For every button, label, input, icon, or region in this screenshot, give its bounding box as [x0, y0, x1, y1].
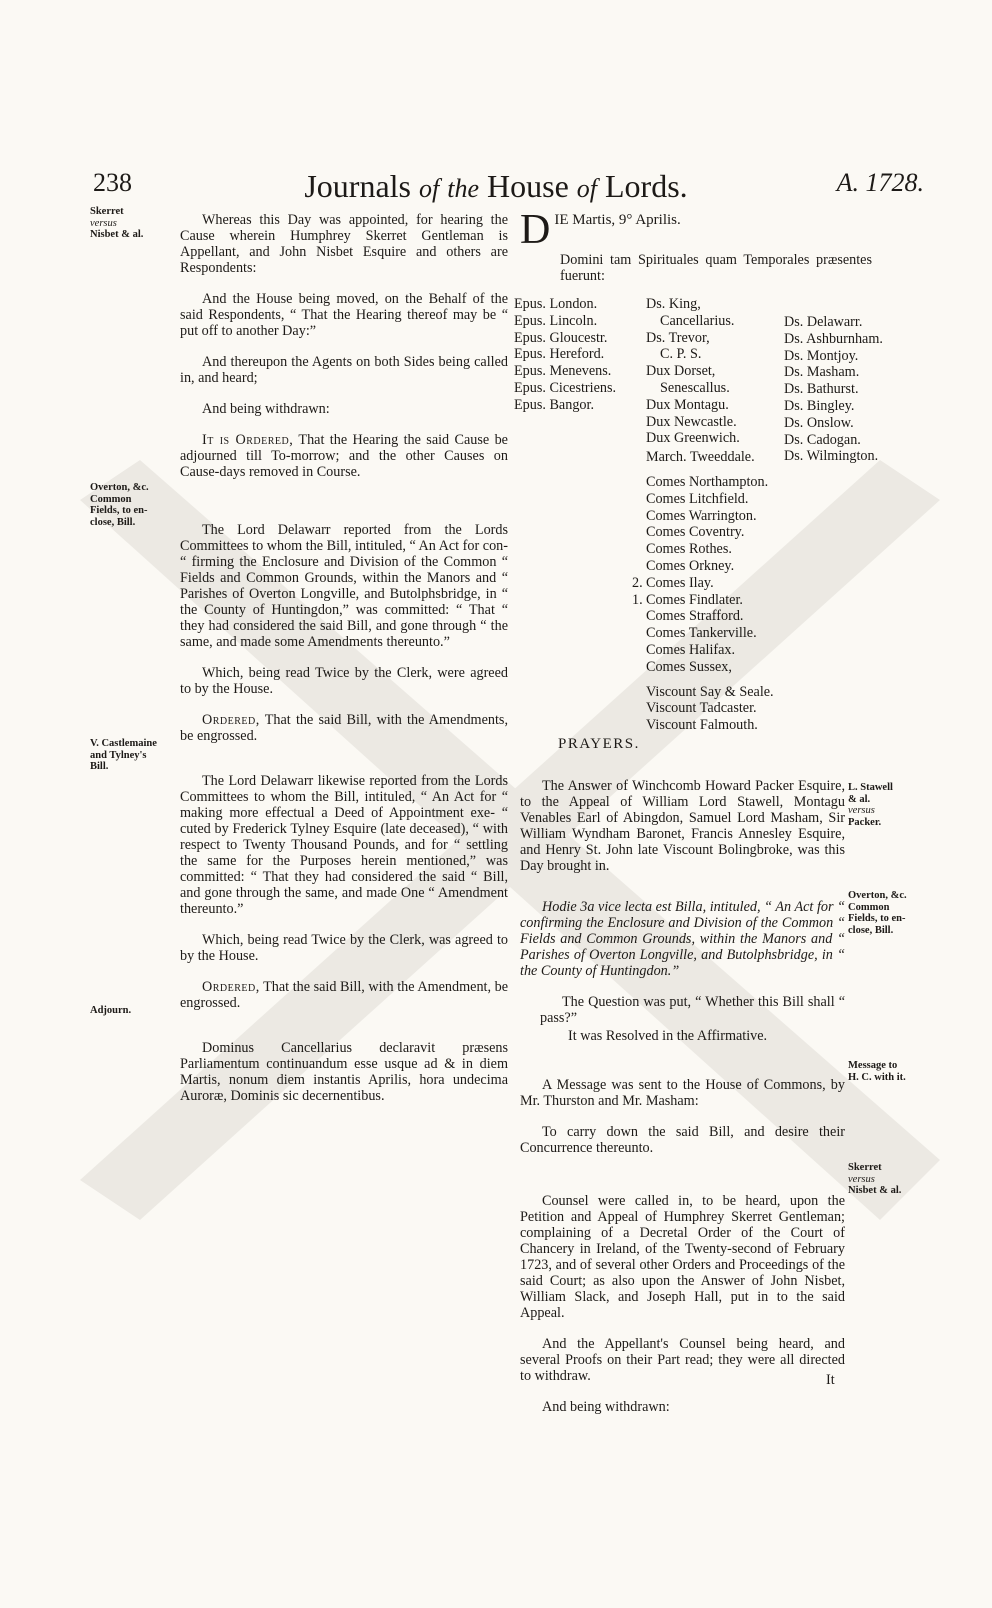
title-word: Journals: [304, 168, 411, 204]
right-column-lower: [520, 778, 845, 1430]
paragraph-text: That the said Bill, with the Amendment, be engrossed.: [180, 979, 508, 1011]
left-column: [180, 212, 508, 1119]
paragraph-text: That the Hearing the said Cause be adjourned till To-morrow; and the other Causes on Cause-days removed in Course.: [180, 432, 508, 480]
margin-line: Fields, to en-: [90, 505, 148, 516]
margin-line: Common: [90, 493, 132, 505]
margin-line: close, Bill.: [848, 924, 894, 936]
lord-entry: Dux Montagu.: [646, 396, 729, 413]
paragraph: [180, 432, 508, 480]
lord-entry: Comes Coventry.: [646, 524, 745, 541]
lord-entry: Ds. Montjoy.: [784, 347, 859, 364]
margin-line: Skerret: [848, 1162, 882, 1173]
margin-note-skerret-right: [848, 1162, 943, 1197]
margin-note-overton-right: [848, 890, 943, 936]
paragraph: Counsel were called in, to be heard, upon the Petition and Appeal of Humphrey Skerret Gentleman; complaining of a Decretal Order of the Court of Chancery in Ireland, of the Twenty-second of February 1723, and of several other Orders and Proceedings of the said Court; as also upon the Answer of John Nisbet, William Slack, and Joseph Hall, put in to the said Appeal.: [520, 1193, 845, 1321]
margin-line: Overton, &c.: [848, 890, 907, 901]
lord-entry: Ds. Masham.: [784, 364, 860, 381]
paragraph: To carry down the said Bill, and desire their Concurrence thereunto.: [520, 1124, 845, 1156]
margin-line: Nisbet & al.: [90, 229, 144, 240]
lord-entry: Comes Strafford.: [646, 608, 744, 625]
lord-entry: Comes Halifax.: [646, 641, 736, 658]
lord-entry-numbered: [632, 574, 796, 592]
lord-entry: Epus. Bangor.: [514, 396, 594, 413]
margin-note-adjourn: Adjourn.: [90, 1005, 132, 1016]
right-column: [520, 207, 912, 299]
margin-line: Packer.: [848, 816, 882, 828]
margin-line: V. Castlemaine: [90, 738, 157, 749]
lord-entry: Ds. Bingley.: [784, 397, 855, 414]
lord-entry: March. Tweeddale.: [646, 449, 755, 466]
lord-entry: Viscount Say & Seale.: [646, 683, 774, 700]
margin-line: H. C. with it.: [848, 1071, 906, 1083]
margin-line: L. Stawell: [848, 782, 893, 793]
sitting-date: [520, 207, 912, 253]
lords-col-officers: [632, 296, 796, 734]
lord-entry: Comes Litchfield.: [646, 490, 749, 507]
prayers-heading: PRAYERS.: [558, 736, 640, 752]
drop-cap: D: [520, 207, 551, 253]
paragraph: The Lord Delawarr reported from the Lords Committees to whom the Bill, intituled, “ An Act for con- “ firming the Enclosure and Division of the Common “ Fields and Common Grounds, within the Manors and “ Parishes of Overton Longville, and Butolphsbridge, in “ the County of Huntingdon,” was committed: “ That “ they had considered the said Bill, and gone through “ the same, and made some Amendments thereunto.”: [180, 522, 508, 650]
paragraph-text: That the said Bill, with the Amendments, be engrossed.: [180, 712, 508, 744]
lord-entry-numbered: [632, 591, 796, 609]
entry-number: 2.: [632, 574, 643, 591]
lord-entry: Comes Warrington.: [646, 507, 757, 524]
lord-entry: Comes Sussex,: [646, 658, 732, 675]
lord-entry: Dux Newcastle.: [646, 413, 737, 430]
lord-entry: Ds. Onslow.: [784, 414, 854, 431]
lord-entry: Viscount Tadcaster.: [646, 700, 757, 717]
title-word: of: [576, 174, 597, 203]
lord-name: Comes Findlater.: [646, 591, 743, 608]
page-number: 238: [93, 168, 132, 197]
lord-entry: Cancellarius.: [660, 312, 735, 329]
margin-line: Skerret: [90, 206, 124, 217]
paragraph: And being withdrawn:: [202, 401, 330, 417]
margin-line: versus: [848, 1173, 875, 1185]
lord-entry: Viscount Falmouth.: [646, 717, 758, 734]
margin-note-message: [848, 1060, 943, 1083]
paragraph: A Message was sent to the House of Commons, by Mr. Thurston and Mr. Masham:: [520, 1077, 845, 1109]
title-word: House: [487, 168, 569, 204]
paragraph: The Answer of Winchcomb Howard Packer Esquire, to the Appeal of William Lord Stawell, Montagu Venables Earl of Abingdon, Samuel Lord Masham, Sir William Wyndham Baronet, Francis Annesley Esquire, and Henry St. John late Viscount Bolingbroke, was this Day brought in.: [520, 778, 845, 874]
lord-entry: Ds. Wilmington.: [784, 448, 879, 465]
paragraph: And the Appellant's Counsel being heard, and several Proofs on their Part read; they were all directed to withdraw.: [520, 1336, 845, 1384]
lord-entry: Epus. Cicestriens.: [514, 379, 617, 396]
lord-entry: Ds. Cadogan.: [784, 431, 861, 448]
margin-line: close, Bill.: [90, 516, 136, 528]
lord-entry: Epus. Hereford.: [514, 346, 605, 363]
paragraph: Hodie 3a vice lecta est Billa, intituled, “ An Act for “ confirming the Enclosure and Division of the Common “ Fields and Common Grounds, within the Manors and “ Parishes of Overton Longville, and Butolphsbridge, in “ the County of Huntingdon.”: [520, 899, 845, 979]
date-text: IE Martis, 9° Aprilis.: [554, 212, 681, 228]
catchword: It: [826, 1372, 835, 1388]
lord-entry: Ds. King,: [646, 296, 701, 312]
page-header: [0, 168, 992, 208]
paragraph: It was Resolved in the Affirmative.: [568, 1028, 768, 1044]
lord-entry: Comes Orkney.: [646, 557, 735, 574]
margin-note-skerret: [90, 206, 172, 241]
paragraph: Whereas this Day was appointed, for hearing the Cause wherein Humphrey Skerret Gentleman is Appellant, and John Nisbet Esquire and others are Respondents:: [180, 212, 508, 276]
ordered-lead: Ordered,: [202, 712, 260, 728]
lord-entry: Epus. London.: [514, 296, 598, 312]
entry-number: 1.: [632, 591, 643, 608]
paragraph: And the House being moved, on the Behalf of the said Respondents, “ That the Hearing thereof may be “ put off to another Day:”: [180, 291, 508, 339]
title-word: Lords.: [605, 168, 688, 204]
lord-entry: Epus. Gloucestr.: [514, 329, 608, 346]
lords-col-bishops: [514, 296, 634, 414]
margin-line: & al.: [848, 793, 871, 805]
lord-entry: Comes Tankerville.: [646, 625, 757, 642]
margin-line: Message to: [848, 1060, 898, 1071]
lord-entry: Ds. Trevor,: [646, 329, 710, 346]
lord-entry: Comes Northampton.: [646, 473, 769, 490]
paragraph: And thereupon the Agents on both Sides being called in, and heard;: [180, 354, 508, 386]
margin-line: Overton, &c.: [90, 482, 149, 493]
lord-entry: Epus. Menevens.: [514, 363, 612, 380]
margin-line: Fields, to en-: [848, 913, 906, 924]
ordered-lead: Ordered,: [202, 979, 260, 995]
margin-note-overton: [90, 482, 172, 528]
lord-entry: Comes Rothes.: [646, 541, 732, 558]
lord-entry: Senescallus.: [660, 379, 730, 396]
lords-col-barons: [784, 314, 924, 465]
margin-note-castlemaine: [90, 738, 172, 773]
margin-line: Common: [848, 901, 890, 913]
margin-line: versus: [90, 217, 117, 229]
paragraph: The Lord Delawarr likewise reported from the Lords Committees to whom the Bill, intituled, “ An Act for “ making more effectual a Deed of Appointment exe- “ cuted by Frederick Tylney Esquire (late deceased), “ with respect to Twenty Thousand Pounds, and for “ settling the same for the Purposes herein mentioned,” was committed: “ That they had considered the said “ Bill, and gone through the same, and made One “ Amendment thereunto.”: [180, 773, 508, 917]
lord-name: Comes Ilay.: [646, 574, 714, 591]
lord-entry: C. P. S.: [660, 346, 702, 363]
lord-entry: Dux Greenwich.: [646, 430, 740, 447]
paragraph: The Question was put, “ Whether this Bill shall “ pass?”: [540, 994, 845, 1026]
margin-line: Bill.: [90, 761, 109, 772]
margin-line: and Tylney's: [90, 749, 147, 761]
title-word: the: [447, 174, 479, 203]
ordered-lead: It is Ordered,: [202, 432, 294, 448]
paragraph: Dominus Cancellarius declaravit præsens Parliamentum continuandum esse usque ad & in diem Martis, nonum diem instantis Aprilis, hora undecima Auroræ, Dominis sic decernentibus.: [180, 1040, 508, 1104]
margin-line: Nisbet & al.: [848, 1185, 902, 1196]
lord-entry: Dux Dorset,: [646, 363, 716, 380]
present-heading: Domini tam Spirituales quam Temporales præsentes fuerunt:: [560, 252, 872, 284]
paragraph: And being withdrawn:: [542, 1399, 670, 1415]
margin-note-stawell: [848, 782, 943, 828]
page-year: A. 1728.: [836, 168, 924, 197]
paragraph: Which, being read Twice by the Clerk, were agreed to by the House.: [180, 665, 508, 697]
lord-entry: Ds. Ashburnham.: [784, 330, 883, 347]
paragraph: [180, 979, 508, 1011]
lord-entry: Ds. Delawarr.: [784, 314, 863, 330]
margin-line: versus: [848, 805, 875, 816]
lord-entry: Epus. Lincoln.: [514, 312, 598, 329]
title-word: of: [419, 174, 440, 203]
paragraph: Which, being read Twice by the Clerk, was agreed to by the House.: [180, 932, 508, 964]
lord-entry: Ds. Bathurst.: [784, 381, 859, 398]
paragraph: [180, 712, 508, 744]
